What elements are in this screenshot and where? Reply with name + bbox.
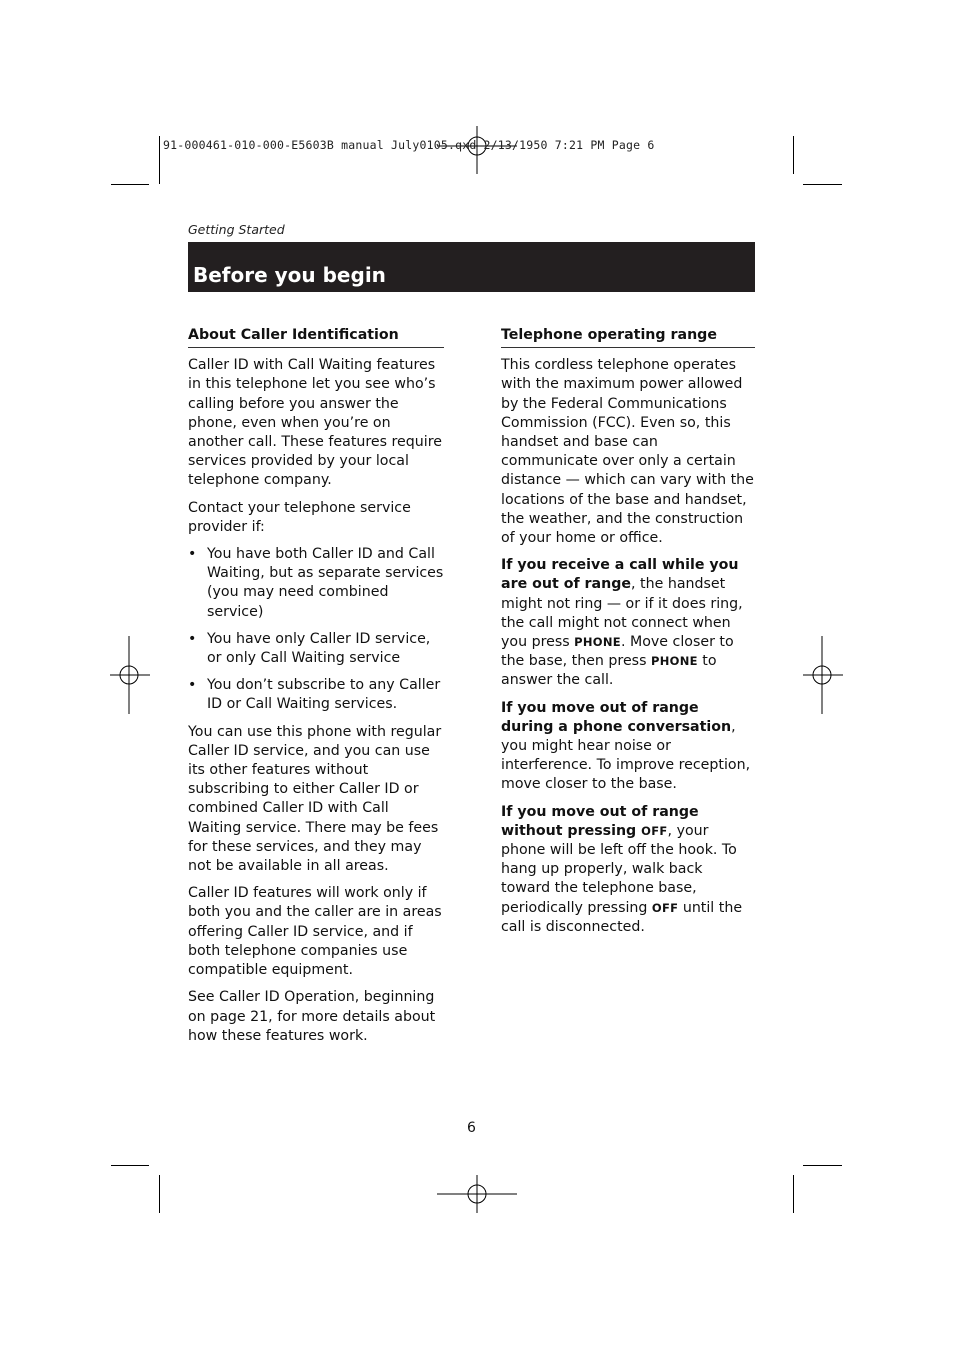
crop-mark (793, 1175, 794, 1213)
paragraph: Contact your telephone service provider if: (188, 499, 411, 535)
body-text: until the call is disconnected. (501, 899, 743, 935)
paragraph: Caller ID with Call Waiting features in this telephone let you see who’s calling before you answer the phone, even when you’re on another call. These features require services provided by your local telephone company. (188, 357, 442, 489)
crop-mark (111, 184, 149, 185)
paragraph: You can use this phone with regular Caller ID service, and you can use its other features without subscribing to either Caller ID or combined Caller ID with Call Waiting service. There may be fees for these services, and they may not be available in all areas. (188, 723, 442, 875)
list-item (188, 676, 444, 714)
off-key-label: OFF (641, 823, 668, 838)
crop-mark (803, 1165, 842, 1166)
paragraph: See Caller ID Operation, beginning on page 21, for more details about how these features work. (188, 989, 436, 1044)
list-item-text: You have only Caller ID service, or only Call Waiting service (207, 630, 431, 667)
body-text: , your phone will be left off the hook. To hang up properly, walk back toward the telephone base, periodically pressing (501, 822, 737, 916)
page-title: Before you begin (193, 263, 386, 287)
paragraph: This cordless telephone operates with the maximum power allowed by the Federal Communications Commission (FCC). Even so, this handset and base can communicate over only a certain distance — which can vary with the locations of the base and handset, the weather, and the construction of your home or office. (501, 357, 754, 547)
lead-in: If you move out of range during a phone conversation (501, 699, 732, 735)
section-label: Getting Started (188, 222, 285, 237)
bullet-icon: • (188, 630, 197, 647)
paragraph (501, 699, 755, 795)
bullet-icon: • (188, 546, 197, 563)
list-item-text: You don’t subscribe to any Caller ID or Call Waiting services. (207, 677, 441, 713)
list-item-text: You have both Caller ID and Call Waiting, but as separate services (you may need combined service) (207, 546, 444, 620)
crop-mark (159, 1175, 160, 1213)
bullet-list (188, 545, 444, 715)
bullet-icon: • (188, 677, 197, 694)
lead-in: If you move out of range without pressing (501, 803, 699, 839)
crop-mark (111, 1165, 149, 1166)
paragraph (501, 556, 755, 690)
list-item (188, 545, 444, 622)
page-number: 6 (467, 1120, 476, 1136)
paragraph (501, 803, 755, 937)
operating-range-heading: Telephone operating range (501, 326, 755, 348)
crop-mark (793, 136, 794, 174)
right-column (501, 326, 755, 945)
off-key-label: OFF (651, 900, 679, 915)
left-column (188, 326, 444, 1054)
caller-id-heading: About Caller Identification (188, 326, 444, 348)
print-slug-line: 91-000461-010-000-E5603B manual July0105.qxd 2/13/1950 7:21 PM Page 6 (163, 138, 655, 152)
crop-mark (159, 136, 160, 184)
body-text: . Move closer to the base, then press (501, 634, 734, 670)
body-text: to answer the call. (501, 653, 717, 689)
lead-in: If you receive a call while you are out of range (501, 557, 739, 593)
crop-mark (803, 184, 842, 185)
registration-mark-icon (437, 1175, 517, 1215)
phone-key-label: PHONE (650, 654, 698, 669)
body-text: , the handset might not ring — or if it does ring, the call might not connect when you press (501, 576, 743, 651)
list-item (188, 630, 444, 668)
phone-key-label: PHONE (574, 635, 621, 650)
paragraph: Caller ID features will work only if both you and the caller are in areas offering Caller ID service, and if both telephone companies use compatible equipment. (188, 885, 442, 979)
registration-mark-icon (110, 636, 150, 714)
registration-mark-icon (803, 636, 843, 714)
body-text: , you might hear noise or interference. To improve reception, move closer to the base. (501, 718, 751, 793)
